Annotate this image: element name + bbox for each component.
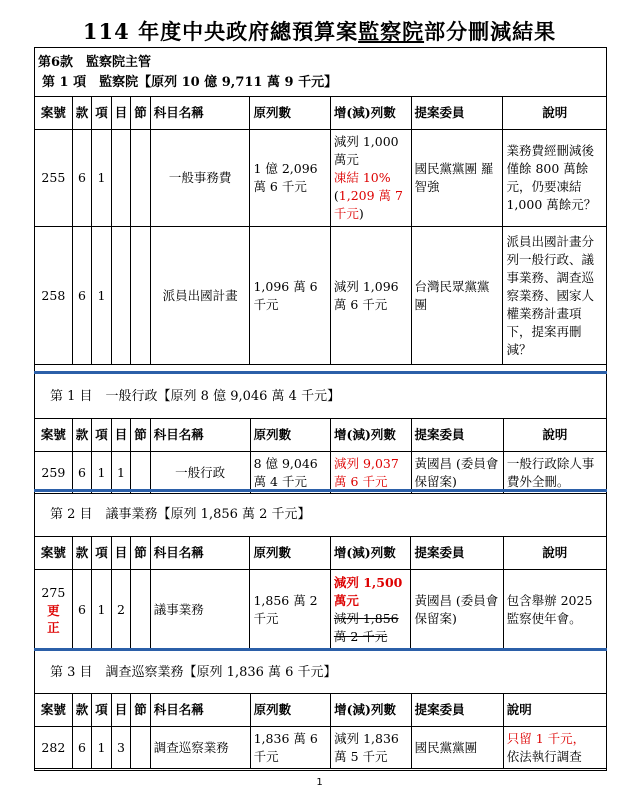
col-subject: 科目名稱 — [150, 537, 250, 570]
case-no: 258 — [35, 227, 73, 365]
table-row — [35, 227, 607, 365]
note-line-1: 只留 1 千元， — [506, 730, 586, 746]
table-section-3 — [34, 693, 607, 769]
xiang-cell: 1 — [92, 570, 112, 650]
xiang-cell: 1 — [92, 452, 112, 494]
col-case-no: 案號 — [35, 97, 73, 130]
col-note: 說明 — [503, 537, 606, 570]
col-original: 原列數 — [250, 419, 330, 452]
proposer-cell: 台灣民眾黨黨團 — [411, 227, 503, 365]
col-change: 增(減)列數 — [330, 97, 411, 130]
mu-cell: 1 — [111, 452, 131, 494]
kuan-cell: 6 — [72, 130, 92, 227]
subject-cell: 一般事務費 — [150, 130, 250, 227]
note-cell — [503, 727, 606, 769]
change-cell: 減列 1,096 萬 6 千元 — [330, 227, 411, 365]
col-jie: 節 — [131, 97, 151, 130]
original-cell: 1,836 萬 6 千元 — [250, 727, 331, 769]
table-item-1 — [34, 96, 607, 365]
subject-cell: 議事業務 — [150, 570, 250, 650]
col-subject: 科目名稱 — [150, 97, 250, 130]
mu-cell: 2 — [111, 570, 131, 650]
col-note: 說明 — [503, 694, 606, 727]
mu-cell — [111, 227, 131, 365]
col-note: 說明 — [503, 97, 607, 130]
col-xiang: 項 — [92, 97, 112, 130]
change-cell: 減列 1,836 萬 5 千元 — [331, 727, 412, 769]
col-mu: 目 — [111, 419, 131, 452]
table-row — [35, 130, 607, 227]
subject-cell: 派員出國計畫 — [150, 227, 250, 365]
note-cell: 一般行政除人事費外全刪。 — [503, 452, 606, 494]
kuan-cell: 6 — [72, 570, 92, 650]
col-subject: 科目名稱 — [150, 694, 250, 727]
section-divider — [34, 648, 607, 651]
table-section-2 — [34, 536, 607, 650]
section-divider — [34, 371, 607, 374]
table-header-row — [35, 537, 607, 570]
original-cell: 1,096 萬 6 千元 — [250, 227, 330, 365]
col-proposer: 提案委員 — [411, 97, 503, 130]
kuan-cell: 6 — [72, 227, 92, 365]
change-freeze: 凍結 10% — [333, 170, 391, 185]
col-proposer: 提案委員 — [411, 694, 503, 727]
col-jie: 節 — [131, 419, 151, 452]
col-mu: 目 — [111, 694, 131, 727]
case-no: 275 — [41, 584, 66, 600]
col-mu: 目 — [111, 537, 131, 570]
note-line-2: 依法執行調查 — [506, 748, 582, 764]
proposer-cell: 國民黨黨團 — [411, 727, 503, 769]
section-heading-3: 第 3 目 調查巡察業務【原列 1,836 萬 6 千元】 — [50, 665, 337, 680]
col-kuan: 款 — [72, 97, 92, 130]
col-case-no: 案號 — [35, 694, 73, 727]
kuan-cell: 6 — [72, 727, 92, 769]
case-no: 259 — [35, 452, 73, 494]
note-cell: 包含舉辦 2025 監察使年會。 — [503, 570, 606, 650]
col-change: 增(減)列數 — [331, 419, 411, 452]
table-row — [35, 570, 607, 650]
col-proposer: 提案委員 — [411, 537, 503, 570]
change-reduce: 減列 1,000 萬元 — [333, 134, 399, 167]
col-subject: 科目名稱 — [150, 419, 250, 452]
table-section-1 — [34, 418, 607, 494]
col-proposer: 提案委員 — [411, 419, 503, 452]
xiang-cell: 1 — [92, 727, 112, 769]
jie-cell — [131, 452, 151, 494]
case-no: 282 — [35, 727, 73, 769]
correction-badge: 更正 — [47, 602, 60, 635]
table-row — [35, 452, 607, 494]
col-change: 增(減)列數 — [331, 694, 412, 727]
col-jie: 節 — [131, 537, 151, 570]
proposer-cell: 黃國昌 (委員會保留案) — [411, 452, 503, 494]
change-old-struck: 減列 1,856 萬 2 千元 — [333, 610, 399, 644]
section-divider — [34, 489, 607, 492]
col-jie: 節 — [131, 694, 151, 727]
page-number: 1 — [316, 777, 323, 788]
proposer-cell: 國民黨黨團 羅智強 — [411, 130, 503, 227]
col-xiang: 項 — [92, 537, 112, 570]
col-original: 原列數 — [250, 694, 331, 727]
section-heading-1: 第 1 目 一般行政【原列 8 億 9,046 萬 4 千元】 — [50, 389, 341, 404]
jie-cell — [131, 227, 151, 365]
table-header-row — [35, 419, 607, 452]
col-note: 說明 — [503, 419, 606, 452]
jie-cell — [131, 570, 151, 650]
table-header-row — [35, 694, 607, 727]
jie-cell — [131, 130, 151, 227]
table-header-row — [35, 97, 607, 130]
section-heading-2: 第 2 目 議事業務【原列 1,856 萬 2 千元】 — [50, 507, 311, 522]
original-cell: 1 億 2,096 萬 6 千元 — [250, 130, 330, 227]
item-heading: 第 1 項 監察院【原列 10 億 9,711 萬 9 千元】 — [42, 75, 338, 90]
case-no: 255 — [35, 130, 73, 227]
mu-cell — [111, 130, 131, 227]
division-heading: 第6款 監察院主管 — [38, 55, 152, 70]
jie-cell — [131, 727, 151, 769]
col-kuan: 款 — [72, 419, 92, 452]
page-title: 114 年度中央政府總預算案監察院部分刪減結果 — [82, 19, 557, 44]
original-cell: 1,856 萬 2 千元 — [250, 570, 330, 650]
col-original: 原列數 — [250, 537, 330, 570]
change-new: 減列 1,500 萬元 — [333, 574, 403, 608]
change-cell — [330, 570, 411, 650]
change-freeze-amount: (1,209 萬 7 千元) — [333, 188, 403, 221]
original-cell: 8 億 9,046 萬 4 千元 — [250, 452, 330, 494]
col-change: 增(減)列數 — [330, 537, 411, 570]
note-cell: 業務費經刪減後僅餘 800 萬餘元，仍要凍結 1,000 萬餘元？ — [503, 130, 607, 227]
col-kuan: 款 — [72, 694, 92, 727]
col-xiang: 項 — [92, 419, 112, 452]
col-xiang: 項 — [92, 694, 112, 727]
col-kuan: 款 — [72, 537, 92, 570]
note-cell: 派員出國計畫分列一般行政、議事業務、調查巡察業務、國家人權業務計畫項下，提案再刪減？ — [503, 227, 607, 365]
col-mu: 目 — [111, 97, 131, 130]
xiang-cell: 1 — [92, 130, 112, 227]
subject-cell: 調查巡察業務 — [150, 727, 250, 769]
col-case-no: 案號 — [35, 419, 73, 452]
col-case-no: 案號 — [35, 537, 73, 570]
case-no-cell — [35, 570, 73, 650]
col-original: 原列數 — [250, 97, 330, 130]
change-cell — [330, 130, 411, 227]
subject-cell: 一般行政 — [150, 452, 250, 494]
mu-cell: 3 — [111, 727, 131, 769]
kuan-cell: 6 — [72, 452, 92, 494]
xiang-cell: 1 — [92, 227, 112, 365]
table-row — [35, 727, 607, 769]
proposer-cell: 黃國昌 (委員會保留案) — [411, 570, 503, 650]
change-cell: 減列 9,037 萬 6 千元 — [331, 452, 411, 494]
